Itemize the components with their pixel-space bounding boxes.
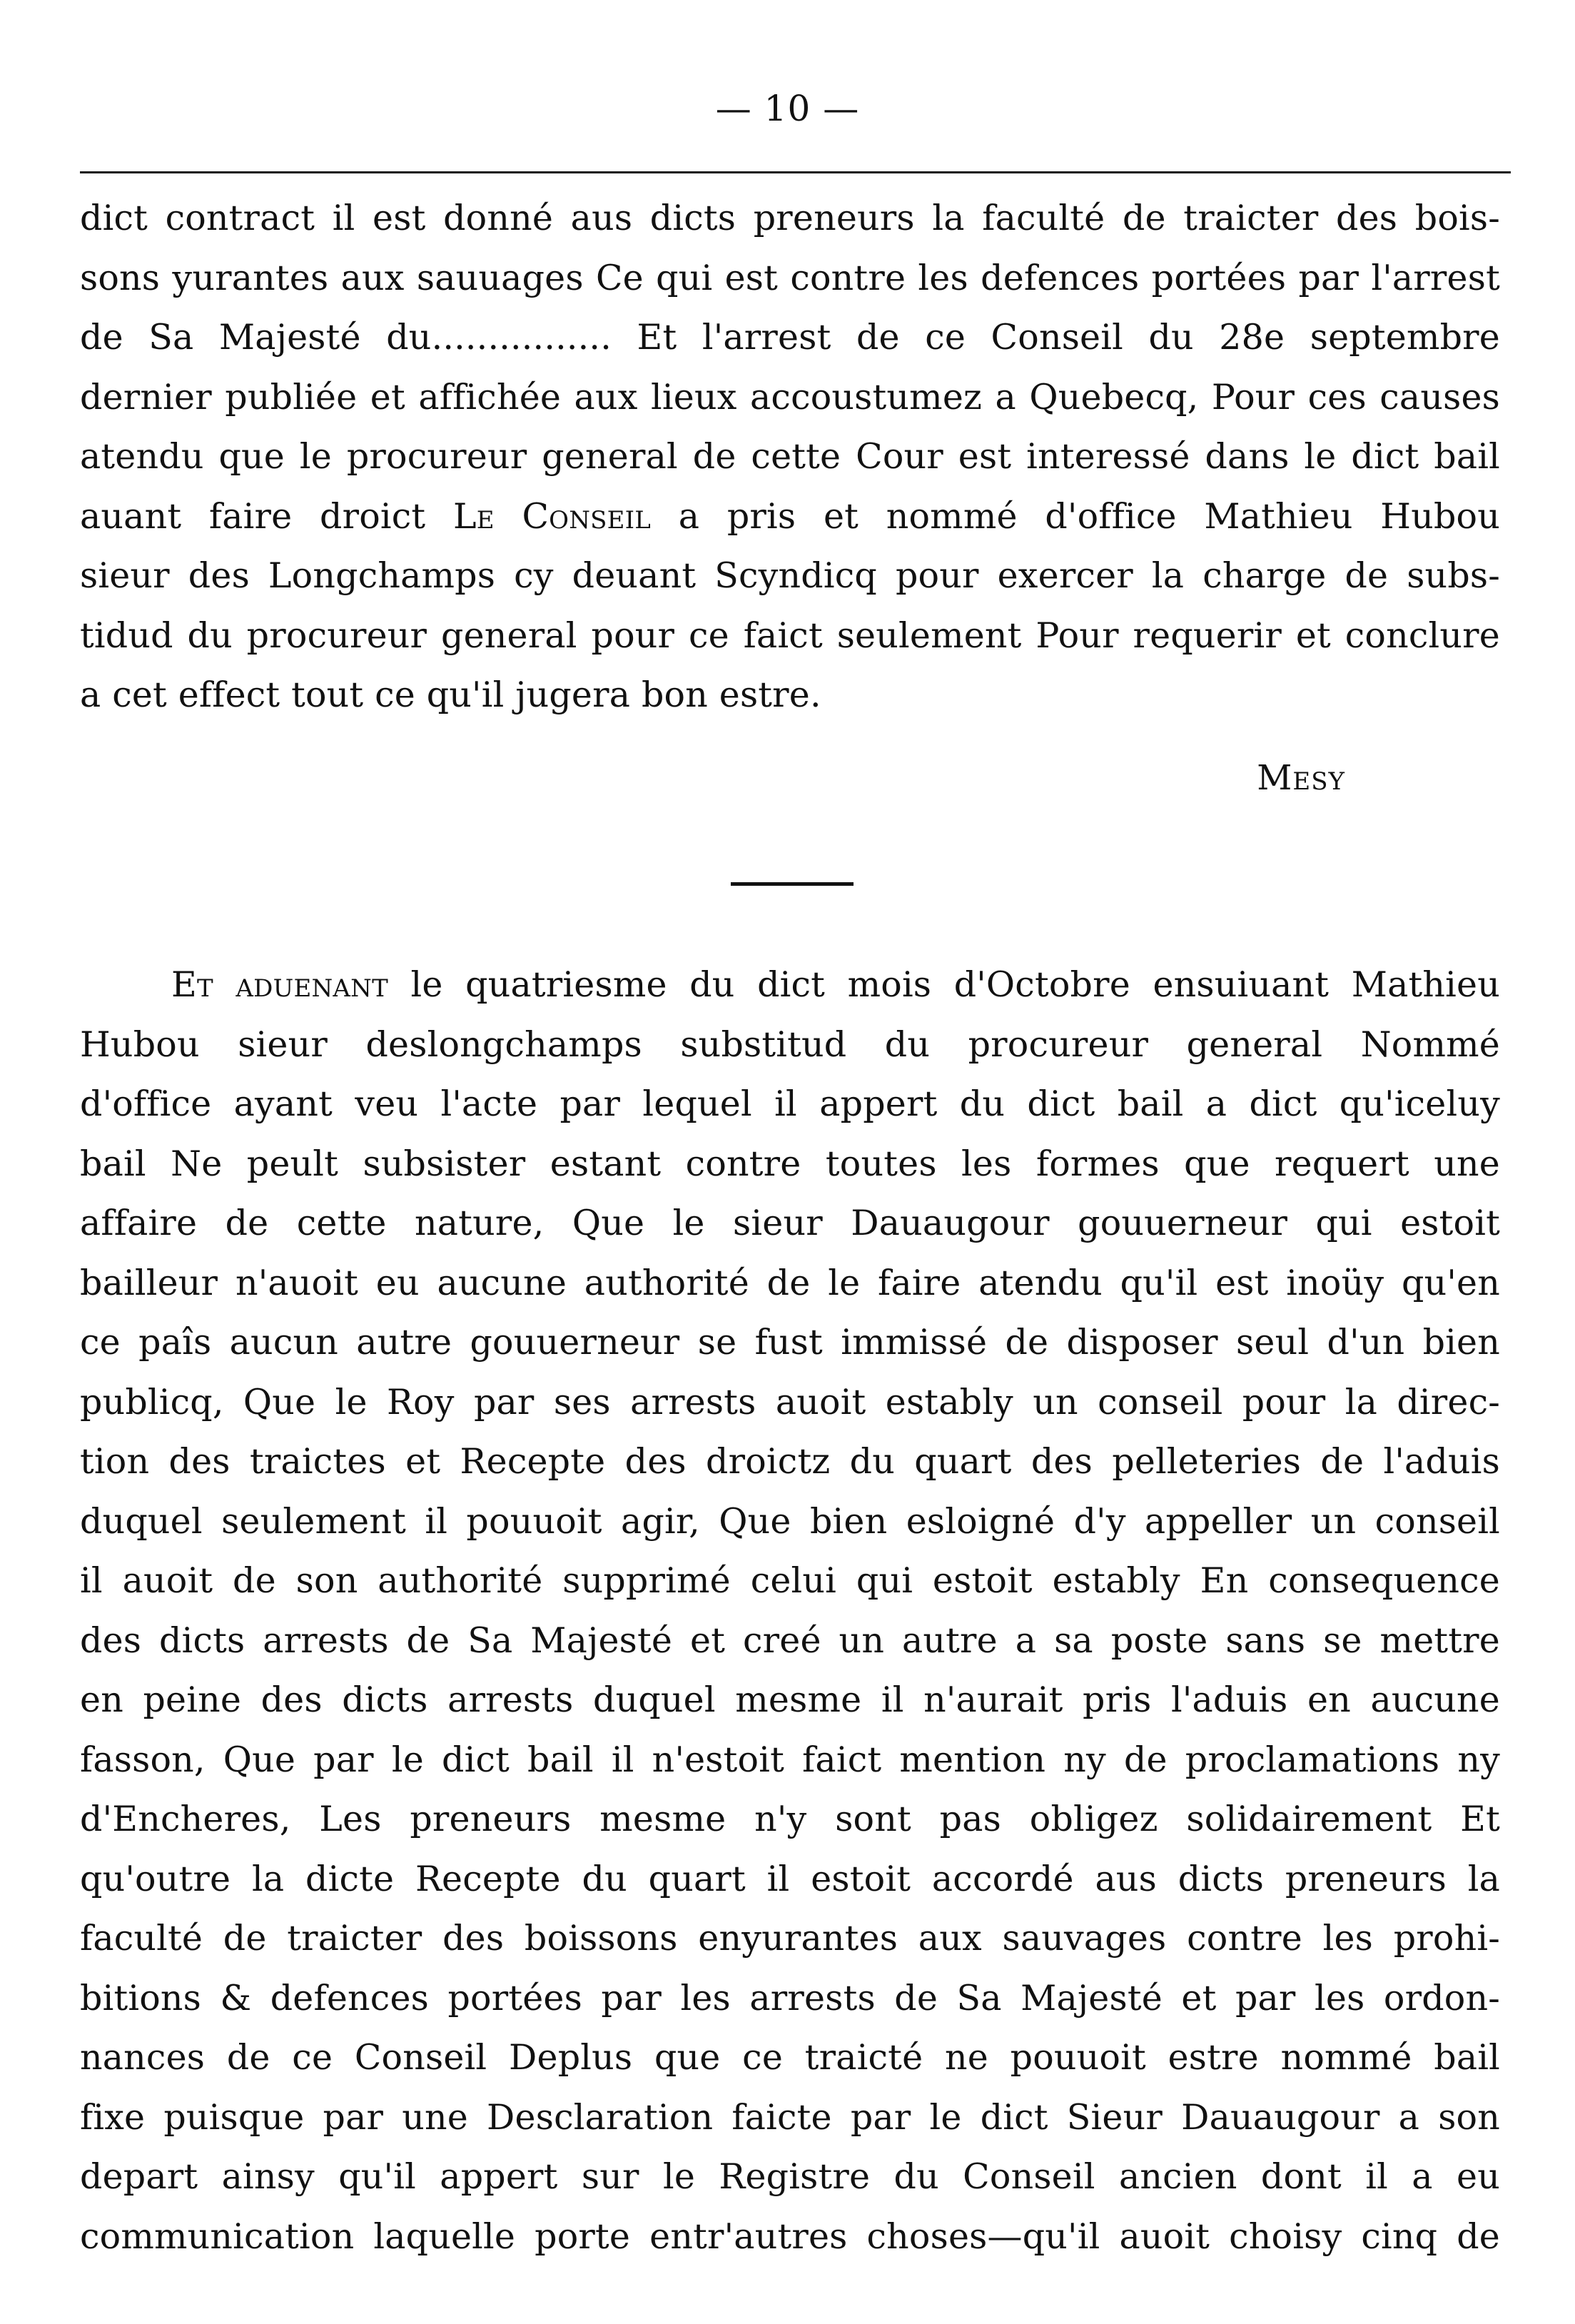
text-line: qu'outre la dicte Recepte du quart il estoit accordé aus dicts preneurs la: [80, 1858, 1500, 1899]
paragraph-aduenant: [80, 955, 1500, 2266]
text-line: en peine des dicts arrests duquel mesme il n'aurait pris l'aduis en aucune: [80, 1679, 1500, 1720]
paragraph-decree: [80, 188, 1500, 725]
signature-mesy: Mesy: [1257, 758, 1345, 798]
text-line: d'office ayant veu l'acte par lequel il appert du dict bail a dict qu'iceluy: [80, 1083, 1500, 1124]
text-line: il auoit de son authorité supprimé celui qui estoit estably En consequence: [80, 1560, 1500, 1601]
text-line: ce paîs aucun autre gouuerneur se fust immissé de disposer seul d'un bien: [80, 1322, 1500, 1363]
text-fragment: le quatriesme du dict mois d'Octobre ensuiuant Mathieu: [410, 964, 1500, 1005]
text-line: duquel seulement il pouuoit agir, Que bien esloigné d'y appeller un conseil: [80, 1500, 1500, 1542]
text-line: d'Encheres, Les preneurs mesme n'y sont pas obligez solidairement Et: [80, 1799, 1500, 1839]
text-line: des dicts arrests de Sa Majesté et creé un autre a sa poste sans se mettre: [80, 1620, 1500, 1661]
text-line: bailleur n'auoit eu aucune authorité de le faire atendu qu'il est inoüy qu'en: [80, 1262, 1500, 1303]
text-line: de Sa Majesté du................ Et l'arrest de ce Conseil du 28e septembre: [80, 317, 1500, 358]
text-fragment: a pris et nommé d'office Mathieu Hubou: [678, 495, 1500, 537]
text-line: nances de ce Conseil Deplus que ce traicté ne pouuoit estre nommé bail: [80, 2037, 1500, 2078]
text-fragment: auant faire droict: [80, 495, 426, 537]
text-line: communication laquelle porte entr'autres choses—qu'il auoit choisy cinq de: [80, 2216, 1500, 2257]
opening-small-caps: Et aduenant: [171, 964, 388, 1005]
text-line: bitions & defences portées par les arrests de Sa Majesté et par les ordon-: [80, 1977, 1500, 2019]
text-line: sons yurantes aux sauuages Ce qui est contre les defences portées par l'arrest: [80, 257, 1500, 298]
text-line: faculté de traicter des boissons enyurantes aux sauvages contre les prohi-: [80, 1918, 1500, 1959]
text-line: depart ainsy qu'il appert sur le Registre du Conseil ancien dont il a eu: [80, 2156, 1500, 2197]
text-line: dict contract il est donné aus dicts preneurs la faculté de traicter des bois-: [80, 198, 1500, 238]
text-line: fixe puisque par une Desclaration faicte par le dict Sieur Dauaugour a son: [80, 2096, 1500, 2138]
section-divider: [731, 882, 854, 886]
text-line: publicq, Que le Roy par ses arrests auoit estably un conseil pour la direc-: [80, 1381, 1500, 1423]
text-line-opening: [80, 955, 1500, 1015]
text-line: tion des traictes et Recepte des droictz du quart des pelleteries de l'aduis: [80, 1441, 1500, 1482]
text-line-with-small-caps: [80, 487, 1500, 547]
text-line: Hubou sieur deslongchamps substitud du procureur general Nommé: [80, 1024, 1500, 1065]
text-line: sieur des Longchamps cy deuant Scyndicq pour exercer la charge de subs-: [80, 555, 1500, 596]
page-number: — 10 —: [715, 88, 860, 129]
text-line: a cet effect tout ce qu'il jugera bon estre.: [80, 675, 821, 715]
le-conseil-small-caps: Le Conseil: [453, 495, 652, 537]
text-line: tidud du procureur general pour ce faict seulement Pour requerir et conclure: [80, 615, 1500, 656]
text-line: dernier publiée et affichée aux lieux accoustumez a Quebecq, Pour ces causes: [80, 376, 1500, 418]
text-line: atendu que le procureur general de cette Cour est interessé dans le dict bail: [80, 436, 1500, 477]
text-line: bail Ne peult subsister estant contre toutes les formes que requert une: [80, 1143, 1500, 1184]
header-rule: [80, 171, 1511, 173]
text-line: fasson, Que par le dict bail il n'estoit faict mention ny de proclamations ny: [80, 1739, 1500, 1780]
text-line: affaire de cette nature, Que le sieur Dauaugour gouuerneur qui estoit: [80, 1203, 1500, 1243]
